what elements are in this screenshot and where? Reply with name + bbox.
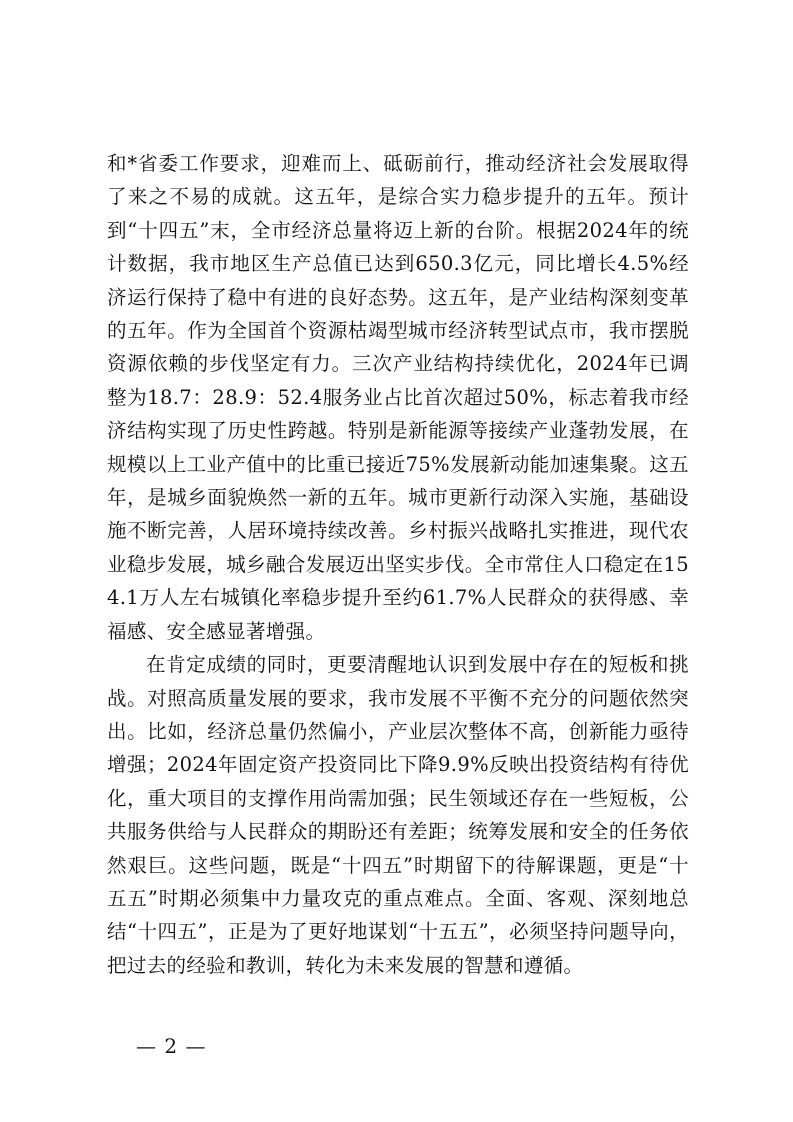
document-body <box>107 147 689 982</box>
paragraph-2: 在肯定成绩的同时，更要清醒地认识到发展中存在的短板和挑战。对照高质量发展的要求，我市发展不平衡不充分的问题依然突出。比如，经济总量仍然偏小，产业层次整体不高，创新能力亟待增强；2024年固定资产投资同比下降9.9%反映出投资结构有待优化，重大项目的支撑作用尚需加强；民生领域还存在一些短板，公共服务供给与人民群众的期盼还有差距；统筹发展和安全的任务依然艰巨。这些问题，既是“十四五”时期留下的待解课题，更是“十五五”时期必须集中力量攻克的重点难点。全面、客观、深刻地总结“十四五”，正是为了更好地谋划“十五五”，必须坚持问题导向，把过去的经验和教训，转化为未来发展的智慧和遵循。 <box>107 653 689 977</box>
paragraph-1: 和*省委工作要求，迎难而上、砥砺前行，推动经济社会发展取得了来之不易的成就。这五年，是综合实力稳步提升的五年。预计到“十四五”末，全市经济总量将迈上新的台阶。根据2024年的统计数据，我市地区生产总值已达到650.3亿元，同比增长4.5%经济运行保持了稳中有进的良好态势。这五年，是产业结构深刻变革的五年。作为全国首个资源枯竭型城市经济转型试点市，我市摆脱资源依赖的步伐坚定有力。三次产业结构持续优化，2024年已调整为18.7：28.9：52.4服务业占比首次超过50%，标志着我市经济结构实现了历史性跨越。特别是新能源等接续产业蓬勃发展，在规模以上工业产值中的比重已接近75%发展新动能加速集聚。这五年，是城乡面貌焕然一新的五年。城市更新行动深入实施，基础设施不断完善，人居环境持续改善。乡村振兴战略扎实推进，现代农业稳步发展，城乡融合发展迈出坚实步伐。全市常住人口稳定在154.1万人左右城镇化率稳步提升至约61.7%人民群众的获得感、幸福感、安全感显著增强。 <box>107 152 689 643</box>
page-number: — 2 — <box>136 1034 207 1058</box>
